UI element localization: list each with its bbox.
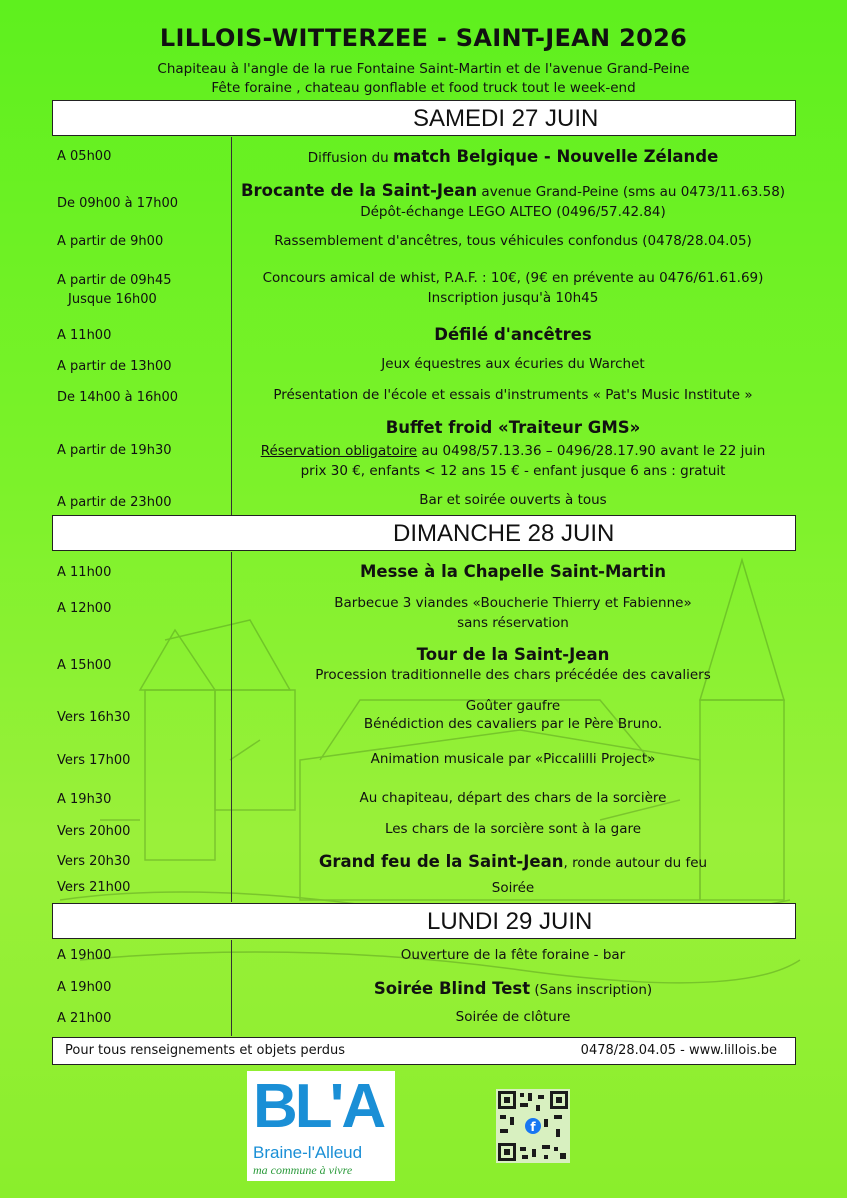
time-label: A partir de 19h30 <box>57 443 172 458</box>
event-music-institute: Présentation de l'école et essais d'instruments « Pat's Music Institute » <box>273 387 753 403</box>
event-chars-gare: Les chars de la sorcière sont à la gare <box>384 821 642 837</box>
logo-name: Braine-l'Alleud <box>253 1143 363 1162</box>
event-messe: Messe à la Chapelle Saint-Martin <box>360 562 666 581</box>
column-divider <box>231 552 232 902</box>
page-title: LILLOIS-WITTERZEE - SAINT-JEAN 2026 <box>159 24 688 52</box>
braine-lalleud-logo <box>247 1071 395 1181</box>
day-header-samedi <box>52 100 796 136</box>
time-label: A 05h00 <box>57 149 112 164</box>
event-animation: Animation musicale par «Piccalilli Project» <box>370 751 656 767</box>
time-label: A 11h00 <box>57 328 112 343</box>
day-label: LUNDI 29 JUIN <box>427 908 593 935</box>
event-brocante: Brocante de la Saint-Jean avenue Grand-Peine (sms au 0473/11.63.58) Dépôt-échange LEGO ALTEO (0496/57.42.84) <box>240 181 786 220</box>
info-footer <box>52 1037 796 1065</box>
time-label: A partir de 23h00 <box>57 495 172 510</box>
time-label: De 09h00 à 17h00 <box>57 196 179 211</box>
time-label: A 12h00 <box>57 601 112 616</box>
time-label: Jusque 16h00 <box>68 292 157 307</box>
event-fete-foraine: Ouverture de la fête foraine - bar <box>400 947 626 963</box>
event-ancetres: Rassemblement d'ancêtres, tous véhicules confondus (0478/28.04.05) <box>274 233 752 249</box>
day-header-dimanche <box>52 515 796 551</box>
event-blind-test: Soirée Blind Test (Sans inscription) <box>373 979 653 998</box>
event-gouter: Goûter gaufre Bénédiction des cavaliers par le Père Bruno. <box>363 698 663 733</box>
event-grand-feu: Grand feu de la Saint-Jean, ronde autour du feu <box>318 852 708 871</box>
day-label: SAMEDI 27 JUIN <box>413 105 599 132</box>
time-label: Vers 20h00 <box>57 824 131 839</box>
event-match: Diffusion du match Belgique - Nouvelle Zélande <box>307 147 719 166</box>
logo-slogan: ma commune à vivre <box>253 1163 353 1177</box>
time-label: A 19h00 <box>57 980 112 995</box>
time-label: A 19h30 <box>57 792 112 807</box>
event-barbecue: Barbecue 3 viandes «Boucherie Thierry et Fabienne» sans réservation <box>334 595 692 631</box>
event-buffet: Buffet froid «Traiteur GMS» Réservation obligatoire au 0498/57.13.36 – 0496/28.17.90 avant le 22 juin prix 30 €, enfants < 12 ans 15 € - enfant jusque 6 ans : gratuit <box>260 418 766 480</box>
time-label: Vers 17h00 <box>57 753 131 768</box>
event-jeux-equestres: Jeux équestres aux écuries du Warchet <box>381 356 645 372</box>
column-divider <box>231 137 232 515</box>
time-label: A 11h00 <box>57 565 112 580</box>
subtitle-activities: Fête foraine , chateau gonflable et food truck tout le week-end <box>211 80 636 96</box>
time-label: Vers 20h30 <box>57 854 131 869</box>
logo-mark: BL'A <box>253 1072 384 1141</box>
time-label: A 19h00 <box>57 948 112 963</box>
subtitle-location: Chapiteau à l'angle de la rue Fontaine Saint-Martin et de l'avenue Grand-Peine <box>157 61 690 77</box>
event-soiree: Soirée <box>491 880 535 896</box>
time-label: A 21h00 <box>57 1011 112 1026</box>
time-label: Vers 21h00 <box>57 880 131 895</box>
time-label: A partir de 9h00 <box>57 234 164 249</box>
event-tour: Tour de la Saint-Jean Procession traditionnelle des chars précédée des cavaliers <box>315 645 711 684</box>
time-label: De 14h00 à 16h00 <box>57 390 179 405</box>
time-label: Vers 16h30 <box>57 710 131 725</box>
time-label: A partir de 09h45 <box>57 273 172 288</box>
event-cloture: Soirée de clôture <box>455 1009 571 1025</box>
time-label: A 15h00 <box>57 658 112 673</box>
contact-link[interactable]: 0478/28.04.05 - www.lillois.be <box>580 1043 777 1058</box>
time-label: A partir de 13h00 <box>57 359 172 374</box>
svg-text:f: f <box>530 1120 536 1134</box>
event-depart-chars: Au chapiteau, départ des chars de la sorcière <box>359 790 667 806</box>
column-divider <box>231 940 232 1036</box>
day-label: DIMANCHE 28 JUIN <box>393 520 615 547</box>
day-header-lundi <box>52 903 796 939</box>
event-defile: Défilé d'ancêtres <box>434 325 592 344</box>
qr-code-icon[interactable] <box>496 1089 570 1163</box>
info-label: Pour tous renseignements et objets perdus <box>65 1043 345 1058</box>
event-whist: Concours amical de whist, P.A.F. : 10€, (9€ en prévente au 0476/61.61.69) Inscription jusqu'à 10h45 <box>262 270 764 306</box>
event-bar: Bar et soirée ouverts à tous <box>419 492 607 508</box>
